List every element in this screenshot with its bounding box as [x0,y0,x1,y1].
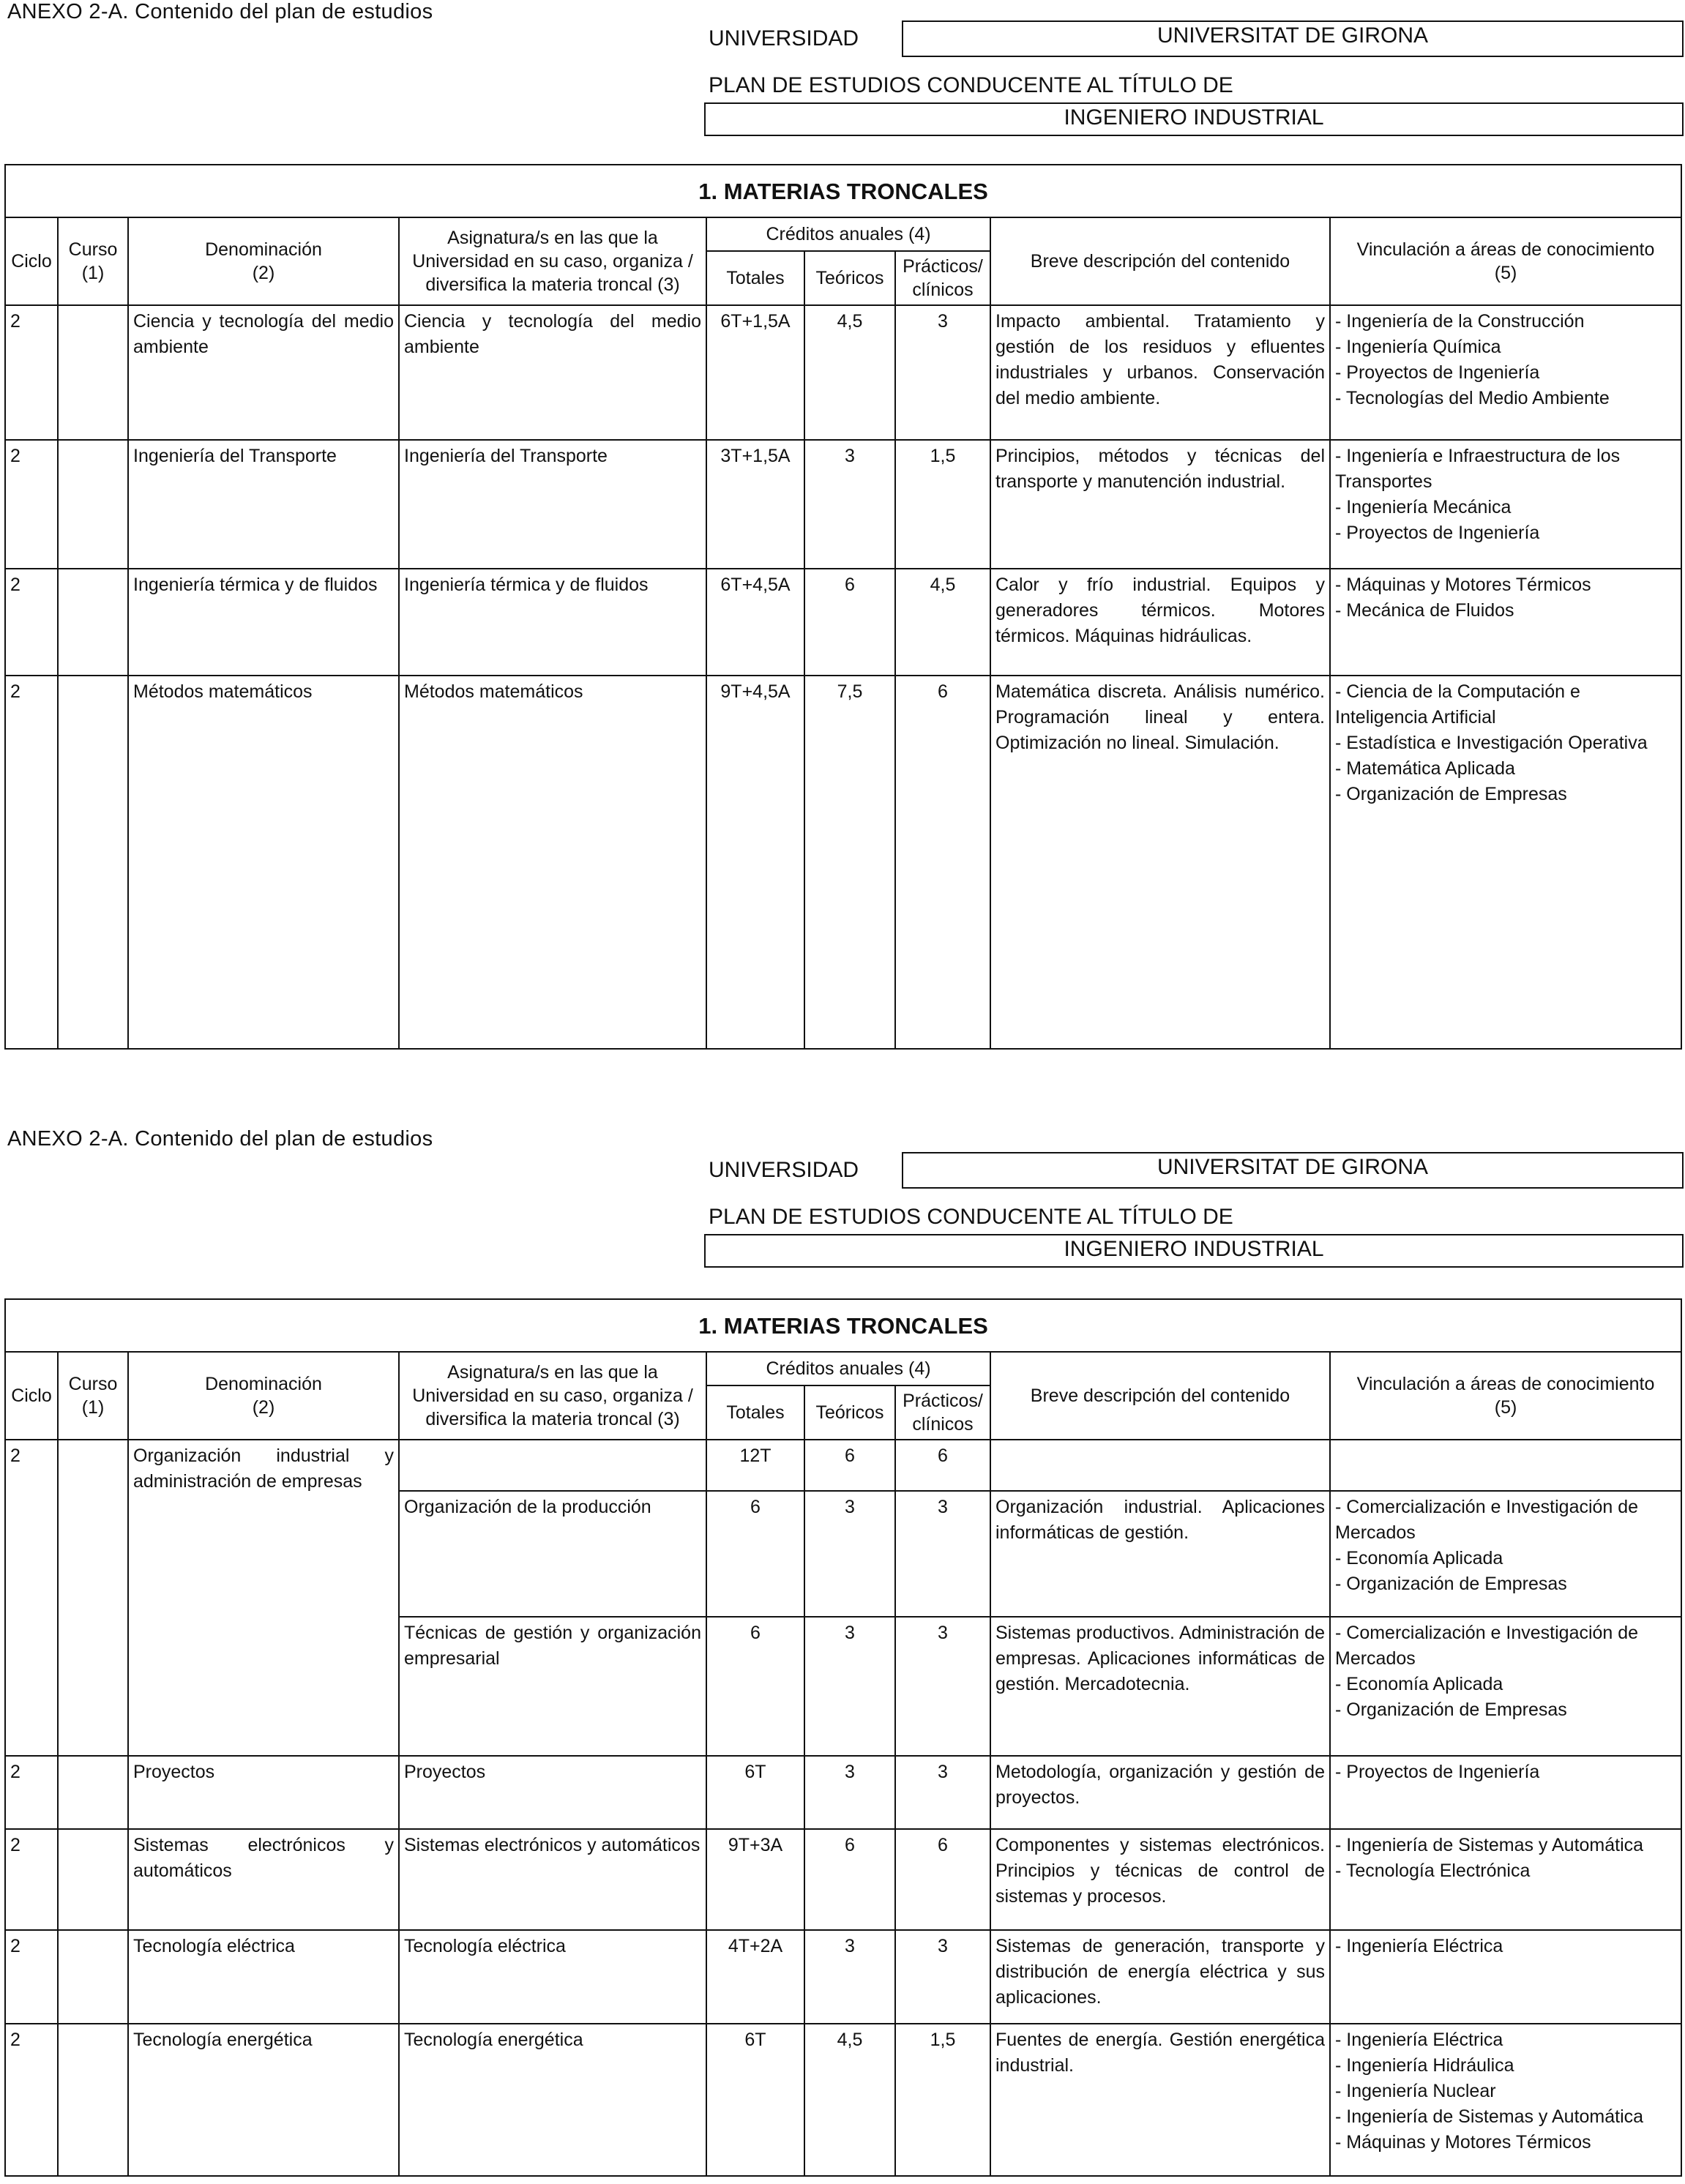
cell-areas [1330,1930,1681,2024]
header-breve: Breve descripción del contenido [990,1352,1330,1440]
cell-denominacion: Métodos matemáticos [128,676,399,1049]
cell-breve: Principios, métodos y técnicas del transporte y manutención industrial. [990,440,1330,569]
header-breve: Breve descripción del contenido [990,217,1330,305]
section-title: 1. MATERIAS TRONCALES [5,1299,1681,1352]
header-ciclo: Ciclo [5,1352,58,1440]
cell-asignatura: Ingeniería del Transporte [399,440,706,569]
cell-ciclo: 2 [5,1440,58,1756]
header-vinculacion: Vinculación a áreas de conocimiento (5) [1330,1352,1681,1440]
table-row [5,1829,1681,1930]
table-row [5,1756,1681,1829]
header-denominacion: Denominación (2) [128,217,399,305]
header-teoricos: Teóricos [804,1385,895,1440]
cell-denominacion: Tecnología energética [128,2024,399,2176]
cell-asignatura: Ciencia y tecnología del medio ambiente [399,305,706,440]
universidad-label: UNIVERSIDAD [709,1158,859,1182]
cell-breve: Impacto ambiental. Tratamiento y gestión de los residuos y efluentes industriales y urbanos. Conservación del medio ambiente. [990,305,1330,440]
cell-ciclo: 2 [5,569,58,676]
cell-breve: Sistemas de generación, transporte y distribución de energía eléctrica y sus aplicaciones. [990,1930,1330,2024]
table-row [5,2024,1681,2176]
area-item: - Máquinas y Motores Térmicos [1335,2132,1591,2153]
area-item: - Proyectos de Ingeniería [1335,362,1540,383]
area-item: - Economía Aplicada [1335,1674,1503,1694]
cell-ciclo: 2 [5,305,58,440]
cell-areas [1330,1491,1681,1617]
cell-totales: 6T+1,5A [706,305,804,440]
anexo-heading: ANEXO 2-A. Contenido del plan de estudios [7,1127,433,1151]
cell-denominacion: Proyectos [128,1756,399,1829]
cell-teoricos: 6 [804,1829,895,1930]
cell-breve: Organización industrial. Aplicaciones informáticas de gestión. [990,1491,1330,1617]
cell-asignatura [399,1440,706,1491]
cell-denominacion: Tecnología eléctrica [128,1930,399,2024]
cell-teoricos: 3 [804,1617,895,1756]
anexo-heading: ANEXO 2-A. Contenido del plan de estudios [7,0,433,23]
cell-totales: 12T [706,1440,804,1491]
cell-curso [58,305,128,440]
area-item: - Ingeniería Mecánica [1335,497,1512,517]
universidad-value: UNIVERSITAT DE GIRONA [902,1152,1684,1189]
area-item: - Ingeniería Hidráulica [1335,2055,1514,2076]
cell-areas [1330,305,1681,440]
area-item: - Ingeniería Eléctrica [1335,1936,1503,1956]
cell-asignatura: Organización de la producción [399,1491,706,1617]
cell-teoricos: 3 [804,1491,895,1617]
cell-denominacion: Ciencia y tecnología del medio ambiente [128,305,399,440]
cell-practicos: 3 [895,1491,990,1617]
area-item: - Organización de Empresas [1335,1699,1567,1720]
cell-curso [58,1756,128,1829]
cell-asignatura: Sistemas electrónicos y automáticos [399,1829,706,1930]
area-item: - Ingeniería Química [1335,337,1501,357]
cell-areas [1330,1756,1681,1829]
area-item: - Ingeniería e Infraestructura de los Transportes [1335,446,1621,492]
header-practicos: Prácticos/ clínicos [895,251,990,305]
cell-teoricos: 7,5 [804,676,895,1049]
header-creditos: Créditos anuales (4) [706,1352,990,1385]
cell-areas [1330,1829,1681,1930]
cell-totales: 6T [706,2024,804,2176]
page-1 [0,0,1685,1054]
cell-totales: 3T+1,5A [706,440,804,569]
area-item: - Tecnologías del Medio Ambiente [1335,388,1610,408]
table-row [5,305,1681,440]
area-item: - Máquinas y Motores Térmicos [1335,575,1591,595]
cell-breve: Componentes y sistemas electrónicos. Principios y técnicas de control de sistemas y procesos. [990,1829,1330,1930]
cell-curso [58,2024,128,2176]
cell-areas [1330,569,1681,676]
cell-totales: 6 [706,1491,804,1617]
cell-practicos: 1,5 [895,440,990,569]
cell-asignatura: Técnicas de gestión y organización empresarial [399,1617,706,1756]
cell-breve: Matemática discreta. Análisis numérico. Programación lineal y entera. Optimización no lineal. Simulación. [990,676,1330,1049]
area-item: - Matemática Aplicada [1335,758,1515,779]
cell-practicos: 3 [895,1756,990,1829]
cell-curso [58,569,128,676]
cell-totales: 6T+4,5A [706,569,804,676]
cell-areas [1330,676,1681,1049]
materias-table [4,164,1682,1050]
cell-practicos: 1,5 [895,2024,990,2176]
header-totales: Totales [706,1385,804,1440]
area-item: - Ingeniería Nuclear [1335,2081,1496,2101]
header-creditos: Créditos anuales (4) [706,217,990,251]
cell-totales: 6 [706,1617,804,1756]
area-item: - Proyectos de Ingeniería [1335,523,1540,543]
cell-practicos: 3 [895,1617,990,1756]
area-item: - Mecánica de Fluidos [1335,600,1514,621]
cell-teoricos: 6 [804,1440,895,1491]
cell-ciclo: 2 [5,1930,58,2024]
cell-curso [58,1829,128,1930]
cell-breve: Calor y frío industrial. Equipos y generadores térmicos. Motores térmicos. Máquinas hidráulicas. [990,569,1330,676]
cell-teoricos: 3 [804,440,895,569]
cell-ciclo: 2 [5,1829,58,1930]
header-vinculacion: Vinculación a áreas de conocimiento (5) [1330,217,1681,305]
cell-ciclo: 2 [5,1756,58,1829]
cell-teoricos: 4,5 [804,305,895,440]
cell-areas [1330,1440,1681,1491]
cell-breve: Sistemas productivos. Administración de empresas. Aplicaciones informáticas de gestión. Mercadotecnia. [990,1617,1330,1756]
header-totales: Totales [706,251,804,305]
cell-practicos: 6 [895,1829,990,1930]
universidad-label: UNIVERSIDAD [709,26,859,51]
table-row [5,1930,1681,2024]
header-asignatura: Asignatura/s en las que la Universidad en su caso, organiza / diversifica la materia troncal (3) [399,1352,706,1440]
cell-teoricos: 6 [804,569,895,676]
cell-totales: 9T+3A [706,1829,804,1930]
area-item: - Tecnología Electrónica [1335,1860,1531,1881]
table-row [5,1440,1681,1491]
area-item: - Proyectos de Ingeniería [1335,1762,1540,1782]
cell-ciclo: 2 [5,440,58,569]
cell-teoricos: 3 [804,1930,895,2024]
area-item: - Ingeniería de la Construcción [1335,311,1585,332]
header-teoricos: Teóricos [804,251,895,305]
universidad-value: UNIVERSITAT DE GIRONA [902,20,1684,57]
cell-breve: Fuentes de energía. Gestión energética industrial. [990,2024,1330,2176]
cell-asignatura: Ingeniería térmica y de fluidos [399,569,706,676]
cell-areas [1330,2024,1681,2176]
header-denominacion: Denominación (2) [128,1352,399,1440]
cell-denominacion: Organización industrial y administración de empresas [128,1440,399,1756]
area-item: - Ingeniería Eléctrica [1335,2030,1503,2050]
cell-ciclo: 2 [5,676,58,1049]
cell-teoricos: 3 [804,1756,895,1829]
cell-denominacion: Ingeniería térmica y de fluidos [128,569,399,676]
cell-totales: 6T [706,1756,804,1829]
cell-practicos: 3 [895,305,990,440]
table-row [5,676,1681,1049]
cell-asignatura: Proyectos [399,1756,706,1829]
area-item: - Economía Aplicada [1335,1548,1503,1568]
cell-areas [1330,1617,1681,1756]
cell-breve [990,1440,1330,1491]
cell-totales: 9T+4,5A [706,676,804,1049]
cell-asignatura: Métodos matemáticos [399,676,706,1049]
cell-curso [58,440,128,569]
table-row [5,440,1681,569]
cell-asignatura: Tecnología energética [399,2024,706,2176]
plan-label: PLAN DE ESTUDIOS CONDUCENTE AL TÍTULO DE [709,73,1233,97]
section-title: 1. MATERIAS TRONCALES [5,165,1681,217]
cell-ciclo: 2 [5,2024,58,2176]
materias-table [4,1298,1682,2177]
cell-breve: Metodología, organización y gestión de proyectos. [990,1756,1330,1829]
header-asignatura: Asignatura/s en las que la Universidad en su caso, organiza / diversifica la materia troncal (3) [399,217,706,305]
cell-denominacion: Ingeniería del Transporte [128,440,399,569]
cell-curso [58,1440,128,1756]
header-ciclo: Ciclo [5,217,58,305]
area-item: - Organización de Empresas [1335,1574,1567,1594]
area-item: - Ingeniería de Sistemas y Automática [1335,2106,1644,2127]
cell-practicos: 6 [895,1440,990,1491]
area-item: - Comercialización e Investigación de Mercados [1335,1497,1639,1543]
cell-curso [58,676,128,1049]
cell-practicos: 3 [895,1930,990,2024]
cell-practicos: 4,5 [895,569,990,676]
header-practicos: Prácticos/ clínicos [895,1385,990,1440]
cell-curso [58,1930,128,2024]
cell-asignatura: Tecnología eléctrica [399,1930,706,2024]
cell-areas [1330,440,1681,569]
header-curso: Curso (1) [58,217,128,305]
titulo-value: INGENIERO INDUSTRIAL [704,1234,1684,1268]
cell-practicos: 6 [895,676,990,1049]
area-item: - Ciencia de la Computación e Inteligencia Artificial [1335,681,1580,728]
area-item: - Organización de Empresas [1335,784,1567,804]
page-2 [0,1127,1685,2184]
area-item: - Comercialización e Investigación de Mercados [1335,1623,1639,1669]
cell-totales: 4T+2A [706,1930,804,2024]
area-item: - Estadística e Investigación Operativa [1335,733,1648,753]
cell-denominacion: Sistemas electrónicos y automáticos [128,1829,399,1930]
header-curso: Curso (1) [58,1352,128,1440]
titulo-value: INGENIERO INDUSTRIAL [704,102,1684,136]
cell-teoricos: 4,5 [804,2024,895,2176]
plan-label: PLAN DE ESTUDIOS CONDUCENTE AL TÍTULO DE [709,1205,1233,1229]
table-row [5,569,1681,676]
area-item: - Ingeniería de Sistemas y Automática [1335,1835,1644,1855]
